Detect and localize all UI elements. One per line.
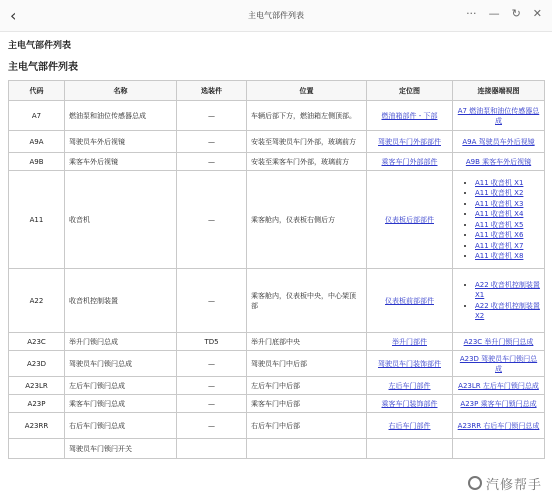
cell-name: 左后车门锁闩总成: [65, 377, 177, 395]
cell-location: 驾驶员车门中后部: [247, 351, 367, 377]
cell-connector-view: [453, 101, 545, 131]
list-item: [475, 230, 540, 241]
column-header-location: 位置: [247, 81, 367, 101]
cell-location-view: [367, 131, 453, 153]
cell-location-view: [367, 439, 453, 459]
table-row: [9, 395, 545, 413]
connector-view-link[interactable]: A11 收音机 X5: [475, 220, 524, 229]
table-row: [9, 153, 545, 171]
cell-connector-view: [453, 153, 545, 171]
cell-code: A23P: [9, 395, 65, 413]
cell-connector-view: [453, 439, 545, 459]
cell-option: TD5: [177, 333, 247, 351]
cell-connector-view: [453, 413, 545, 439]
cell-location-view: [367, 171, 453, 269]
cell-connector-view: [453, 333, 545, 351]
cell-location-view: [367, 377, 453, 395]
column-header-option: 选装件: [177, 81, 247, 101]
location-view-link[interactable]: 仪表板后部部件: [385, 215, 434, 224]
cell-location: 举升门底部中央: [247, 333, 367, 351]
cell-code: A22: [9, 269, 65, 333]
breadcrumb-title: 主电气部件列表: [8, 41, 72, 51]
column-header-code: 代码: [9, 81, 65, 101]
connector-view-link[interactable]: A11 收音机 X1: [475, 178, 524, 187]
back-arrow-icon[interactable]: ‹: [10, 6, 17, 25]
watermark-text: 汽修帮手: [486, 477, 543, 493]
cell-code: A7: [9, 101, 65, 131]
cell-name: 乘客车门锁闩总成: [65, 395, 177, 413]
location-view-link[interactable]: 乘客车门装饰部件: [381, 399, 438, 408]
table-row: [9, 131, 545, 153]
list-item: [475, 209, 540, 220]
list-item: [475, 220, 540, 231]
cell-connector-view: [453, 131, 545, 153]
list-item: [475, 178, 540, 189]
cell-location: 乘客车门中后部: [247, 395, 367, 413]
cell-code: A11: [9, 171, 65, 269]
cell-option: —: [177, 153, 247, 171]
components-table-container: [8, 80, 544, 459]
cell-location: 车辆后部下方，燃油箱左侧顶部。: [247, 101, 367, 131]
list-item: [475, 199, 540, 210]
cell-location-view: [367, 395, 453, 413]
connector-view-link[interactable]: A22 收音机控制装置 X1: [475, 280, 540, 299]
cell-name: 燃油泵和油位传感器总成: [65, 101, 177, 131]
cell-code: A23C: [9, 333, 65, 351]
table-row: [9, 439, 545, 459]
location-view-link[interactable]: 乘客车门外部部件: [381, 157, 438, 166]
location-view-link[interactable]: 驾驶员车门装饰部件: [378, 359, 441, 368]
table-body: [9, 101, 545, 459]
cell-name: 乘客车外后视镜: [65, 153, 177, 171]
column-header-name: 名称: [65, 81, 177, 101]
connector-view-link[interactable]: A11 收音机 X7: [475, 241, 524, 250]
cell-name: 右后车门锁闩总成: [65, 413, 177, 439]
cell-code: A9A: [9, 131, 65, 153]
list-item: [475, 241, 540, 252]
cell-option: —: [177, 269, 247, 333]
connector-view-link[interactable]: A23P 乘客车门锁闩总成: [460, 399, 537, 408]
cell-option: —: [177, 101, 247, 131]
cell-location: 右后车门中后部: [247, 413, 367, 439]
connector-list: [457, 178, 540, 262]
components-table: [8, 80, 545, 459]
connector-view-link[interactable]: A22 收音机控制装置 X2: [475, 301, 540, 320]
connector-view-link[interactable]: A11 收音机 X6: [475, 231, 524, 239]
cell-location-view: [367, 413, 453, 439]
cell-option: —: [177, 413, 247, 439]
list-item: [475, 280, 540, 301]
list-item: [475, 301, 540, 322]
window-title: 主电气部件列表: [248, 11, 304, 20]
cell-location: [247, 439, 367, 459]
location-view-link[interactable]: 仪表板前部部件: [385, 296, 434, 305]
table-row: [9, 269, 545, 333]
connector-view-link[interactable]: A9B 乘客车外后视镜: [465, 157, 532, 166]
cell-connector-view: [453, 171, 545, 269]
minimize-icon[interactable]: —: [488, 7, 500, 20]
close-icon[interactable]: ✕: [532, 7, 542, 20]
cell-connector-view: [453, 395, 545, 413]
cell-location: 安装至乘客车门外部，玻璃前方: [247, 153, 367, 171]
cell-option: —: [177, 171, 247, 269]
table-row: [9, 377, 545, 395]
cell-option: [177, 439, 247, 459]
connector-view-link[interactable]: A23C 举升门锁闩总成: [463, 337, 534, 346]
cell-code: A23D: [9, 351, 65, 377]
connector-view-link[interactable]: A11 收音机 X4: [475, 210, 524, 218]
window-controls: [466, 7, 542, 20]
cell-location-view: [367, 333, 453, 351]
cell-name: 驾驶员车门锁闩总成: [65, 351, 177, 377]
more-options-icon[interactable]: ···: [466, 7, 477, 20]
location-view-link[interactable]: 驾驶员车门外部部件: [378, 137, 441, 146]
cell-location: 乘客舱内，仪表板右侧后方: [247, 171, 367, 269]
cell-code: [9, 439, 65, 459]
location-view-link[interactable]: 燃油箱部件 - 下部: [381, 111, 438, 120]
location-view-link[interactable]: 左后车门部件: [388, 381, 431, 390]
cell-location-view: [367, 153, 453, 171]
cell-option: —: [177, 131, 247, 153]
watermark: [464, 470, 544, 496]
cell-location: 安装至驾驶员车门外部，玻璃前方: [247, 131, 367, 153]
cell-connector-view: [453, 377, 545, 395]
table-row: [9, 171, 545, 269]
cell-name: 举升门锁闩总成: [65, 333, 177, 351]
cell-code: A23LR: [9, 377, 65, 395]
watermark-logo-icon: [468, 476, 482, 490]
page-title: 主电气部件列表: [8, 62, 78, 73]
connector-view-link[interactable]: A11 收音机 X8: [475, 252, 524, 260]
cell-location: 左后车门中后部: [247, 377, 367, 395]
cell-code: A23RR: [9, 413, 65, 439]
table-row: [9, 101, 545, 131]
refresh-icon[interactable]: ↻: [511, 7, 521, 20]
title-bar: [0, 0, 552, 32]
cell-connector-view: [453, 269, 545, 333]
cell-code: A9B: [9, 153, 65, 171]
cell-name: 收音机控制装置: [65, 269, 177, 333]
cell-option: —: [177, 351, 247, 377]
list-item: [475, 188, 540, 199]
cell-location-view: [367, 269, 453, 333]
cell-location-view: [367, 101, 453, 131]
connector-view-link[interactable]: A23LR 左后车门锁闩总成: [458, 381, 539, 390]
table-row: [9, 333, 545, 351]
connector-view-link[interactable]: A23D 驾驶员车门锁闩总成: [459, 354, 538, 373]
connector-view-link[interactable]: A11 收音机 X3: [475, 199, 524, 208]
connector-view-link[interactable]: A23RR 右后车门锁闩总成: [457, 421, 540, 430]
cell-location-view: [367, 351, 453, 377]
table-row: [9, 413, 545, 439]
cell-option: —: [177, 377, 247, 395]
connector-list: [457, 280, 540, 322]
list-item: [475, 251, 540, 262]
connector-view-link[interactable]: A11 收音机 X2: [475, 189, 524, 197]
table-header-row: [9, 81, 545, 101]
table-row: [9, 351, 545, 377]
cell-connector-view: [453, 351, 545, 377]
cell-option: —: [177, 395, 247, 413]
location-view-link[interactable]: 右后车门部件: [388, 421, 431, 430]
connector-view-link[interactable]: A9A 驾驶员车外后视镜: [462, 137, 535, 146]
connector-view-link[interactable]: A7 燃油泵和油位传感器总成: [457, 106, 540, 125]
cell-name: 收音机: [65, 171, 177, 269]
column-header-connector-view: 连接器端视图: [453, 81, 545, 101]
cell-location: 乘客舱内，仪表板中央，中心架顶部: [247, 269, 367, 333]
column-header-location-view: 定位图: [367, 81, 453, 101]
cell-name: 驾驶员车门锁闩开关: [65, 439, 177, 459]
location-view-link[interactable]: 举升门部件: [392, 337, 427, 346]
cell-name: 驾驶员车外后视镜: [65, 131, 177, 153]
